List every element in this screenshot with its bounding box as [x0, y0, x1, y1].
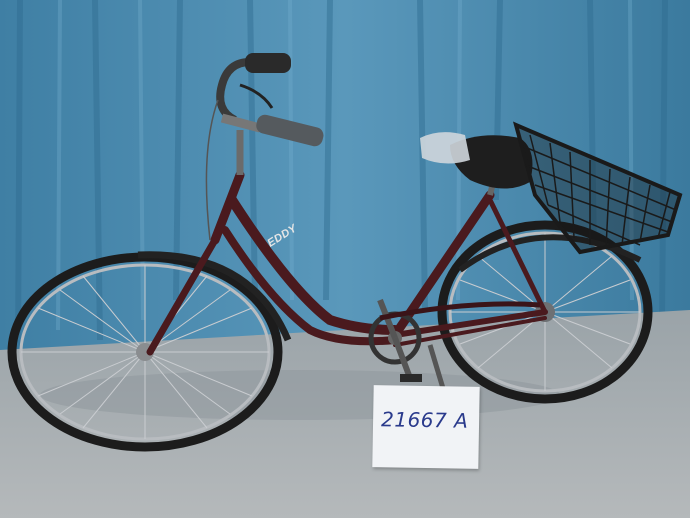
evidence-label-text: 21667 A	[380, 407, 469, 433]
evidence-label-card	[372, 385, 479, 469]
frame-brand-decal: EDDY	[265, 222, 300, 250]
